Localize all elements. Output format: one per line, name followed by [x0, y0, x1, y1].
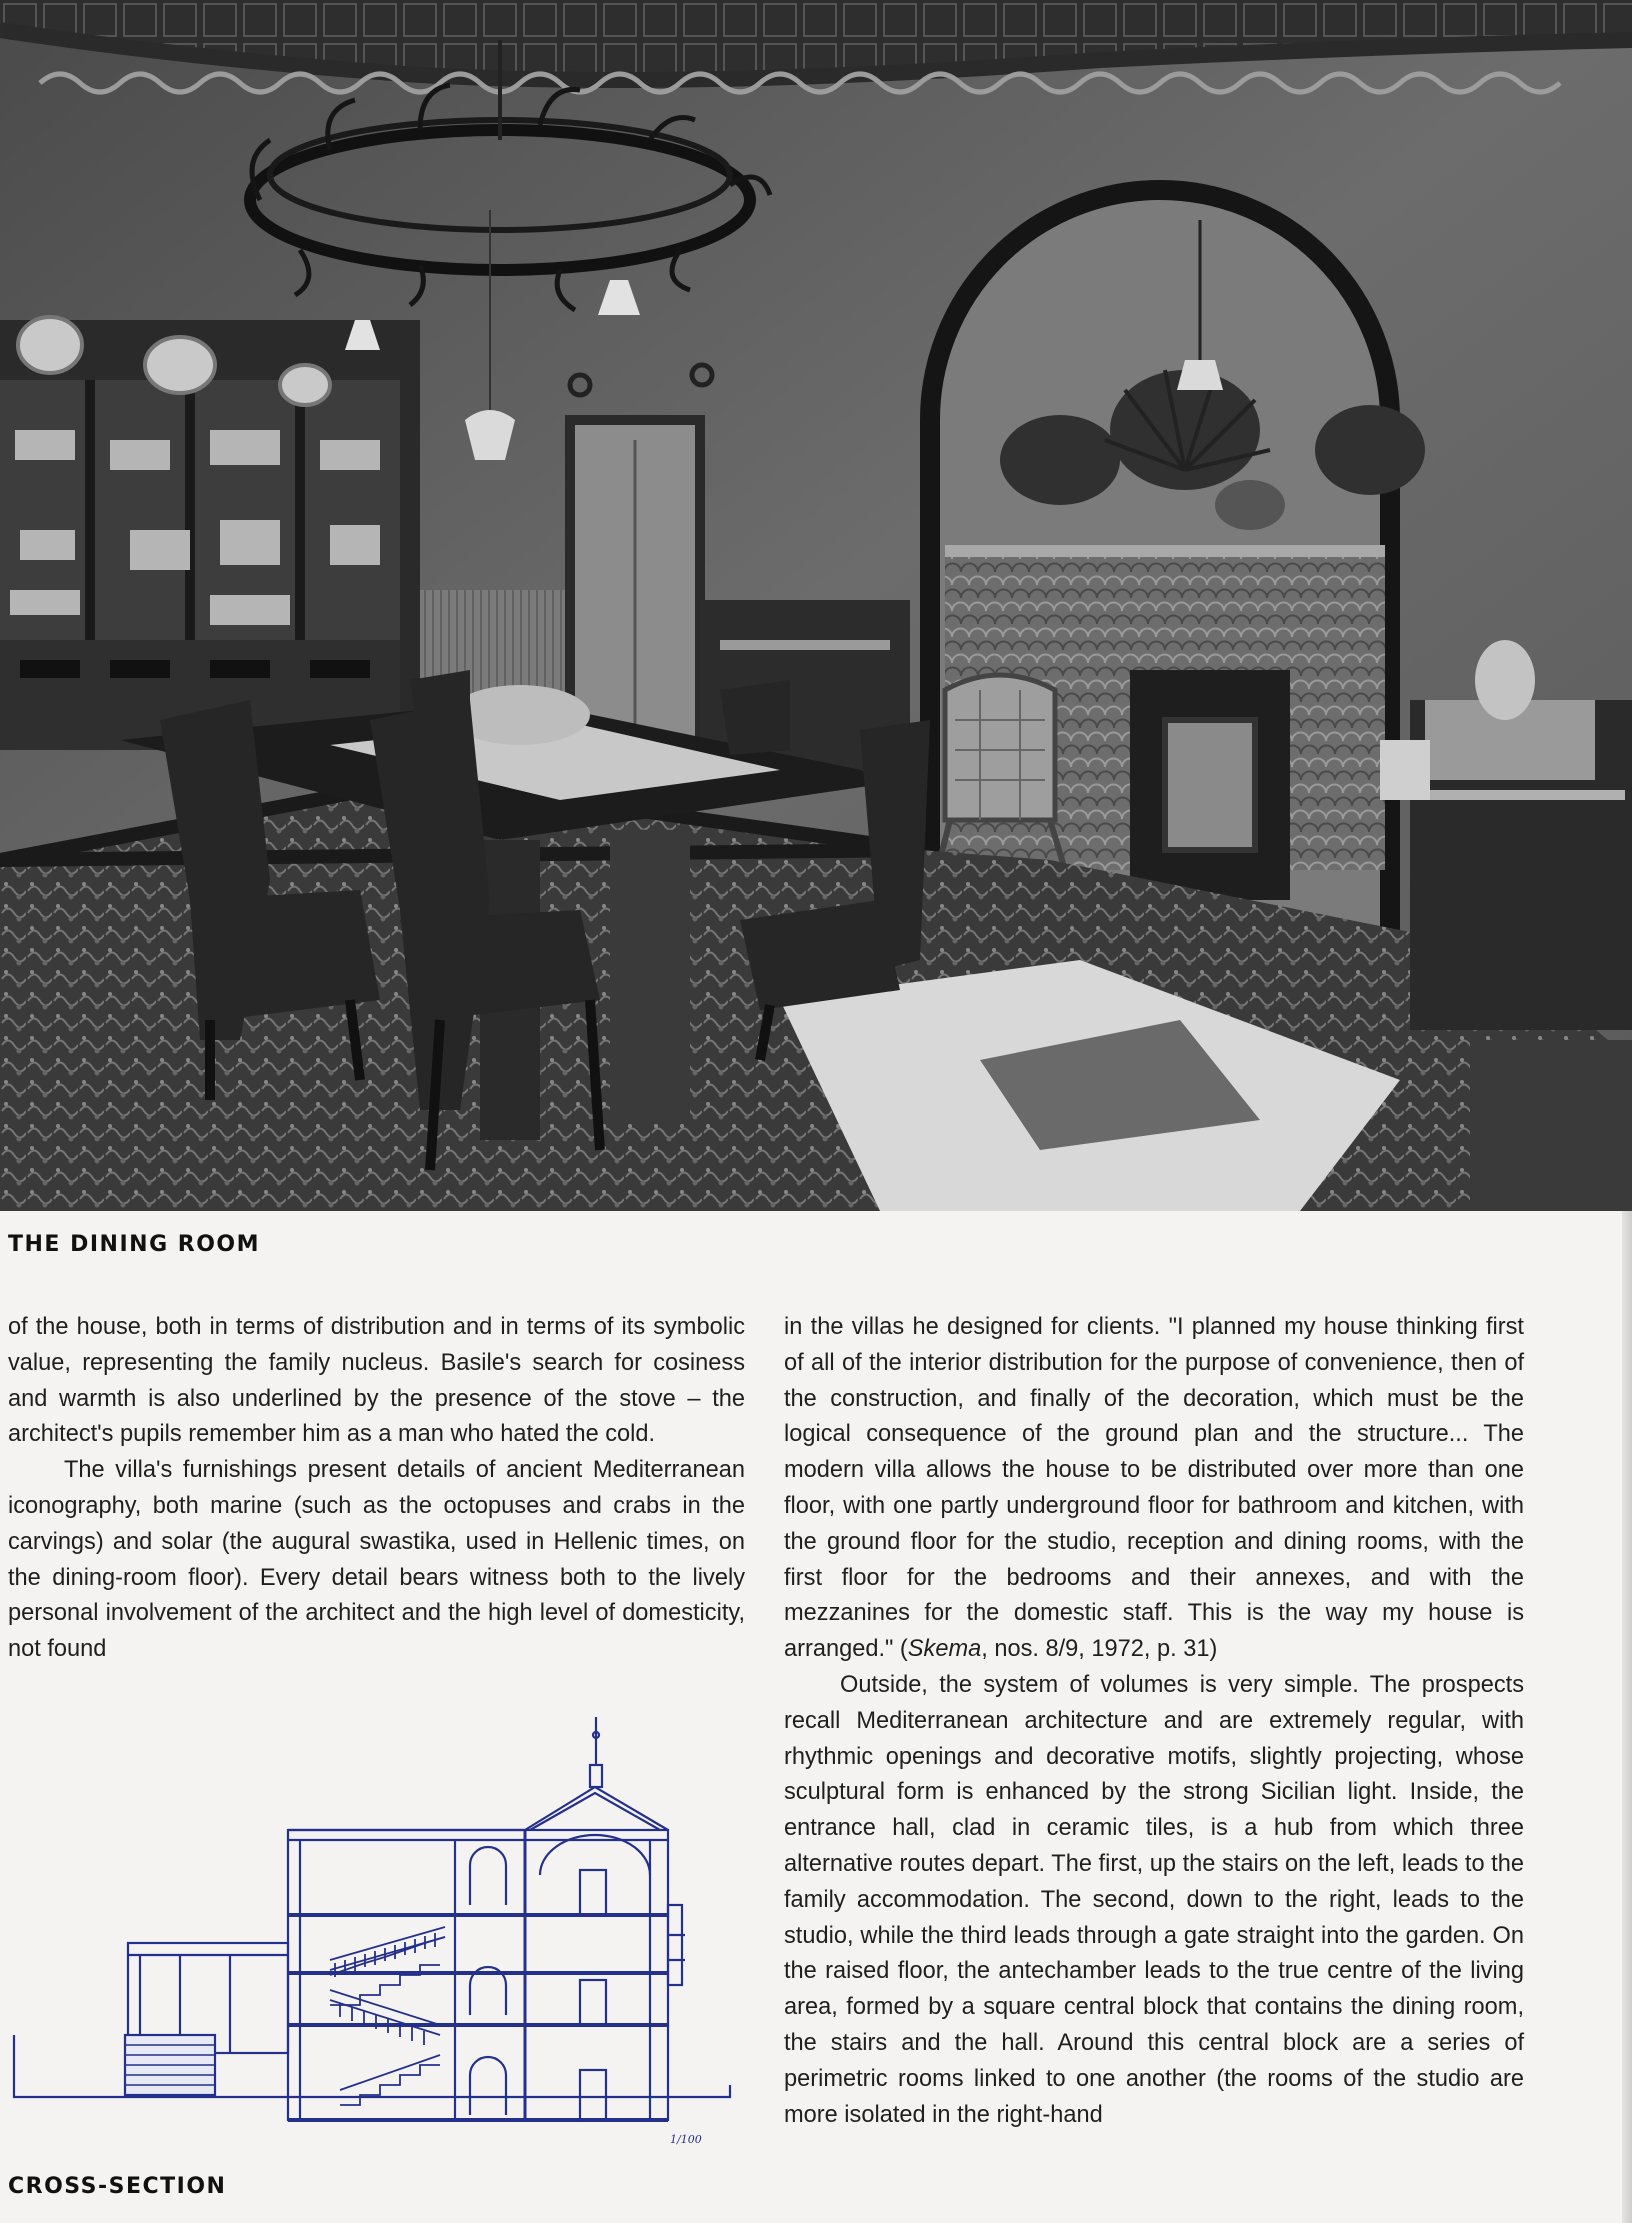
photo-caption: THE DINING ROOM [8, 1232, 261, 1257]
right-paragraph-1 [784, 1310, 1524, 1668]
left-paragraph-1: of the house, both in terms of distribution and in terms of its symbolic value, representing the family nucleus. Basile's search for cosiness and warmth is also underlined by the presence of the stove – the architect's pupils remember him as a man who hated the cold. [8, 1314, 745, 1448]
left-text-column [8, 1310, 745, 1668]
source-title: Skema [907, 1636, 982, 1663]
right-paragraph-2: Outside, the system of volumes is very simple. The prospects recall Mediterranean architecture and are extremely regular, with rhythmic openings and decorative motifs, slightly projecting, whose sculptural form is enhanced by the strong Sicilian light. Inside, the entrance hall, clad in ceramic tiles, is a hub from which three alternative routes depart. The first, up the stairs on the left, leads to the family accommodation. The second, down to the right, leads to the studio, while the third leads through a gate straight into the garden. On the raised floor, the antechamber leads to the true centre of the living area, formed by a square central block that contains the dining room, the stairs and the hall. Around this central block are a series of perimetric rooms linked to one another (the rooms of the studio are more isolated in the right-hand [784, 1671, 1524, 2128]
cross-section-drawing [0, 1705, 745, 2145]
right-paragraph-1-text: in the villas he designed for clients. "I planned my house thinking first of all of the interior distribution for the purpose of convenience, then of the construction, and finally of the decoration, which must be the logical consequence of the ground plan and the structure... The modern villa allows the house to be distributed over more than one floor, with one partly underground floor for bathroom and kitchen, with the ground floor for the studio, reception and dining rooms, with the first floor for the bedrooms and their annexes, and with the mezzanines for the domestic staff. This is the way my house is arranged." ( [784, 1314, 1524, 1663]
right-text-column [784, 1310, 1524, 2133]
source-citation: , nos. 8/9, 1972, p. 31) [981, 1636, 1218, 1663]
left-paragraph-2: The villa's furnishings present details of ancient Mediterranean iconography, both marine (such as the octopuses and crabs in the carvings) and solar (the augural swastika, used in Hellenic times, on the dining-room floor). Every detail bears witness both to the lively personal involvement of the architect and the high level of domesticity, not found [8, 1457, 745, 1663]
drawing-scale-note: 1/100 [670, 2133, 702, 2145]
drawing-caption: CROSS-SECTION [8, 2174, 227, 2199]
